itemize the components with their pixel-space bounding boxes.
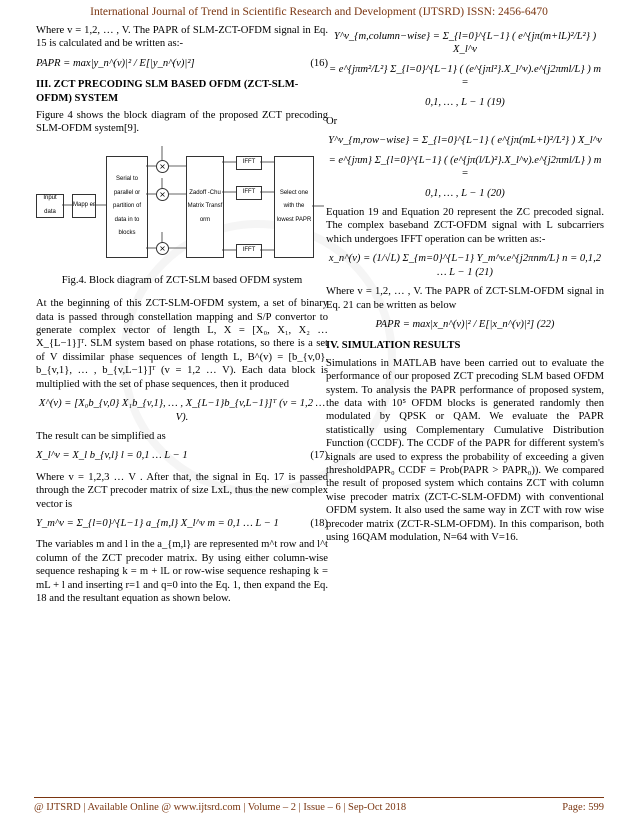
equation-20-line2: = e^{jπm} Σ_{l=0}^{L−1} ( (e^{jπ(l/L)²}.X_l^v).e^{j2πml/L} ) m = — [328, 154, 602, 180]
ifft-box: IFFT — [236, 244, 262, 258]
connector-lines — [36, 142, 324, 270]
page-footer — [34, 797, 604, 813]
equation-17 — [36, 449, 328, 462]
zadoff-chu-matrix-box: Zadoff -Chu Matrix Transf orm — [186, 156, 224, 258]
block-diagram — [36, 142, 324, 270]
equation-text: Y_m^v = Σ_{l=0}^{L−1} a_{m,l} X_l^v m = 0,1 … L − 1 — [36, 517, 279, 529]
section-heading: IV. SIMULATION RESULTS — [326, 340, 461, 352]
equation-text: X_l^v = X_l b_{v,l} l = 0,1 … L − 1 — [36, 450, 188, 462]
right-column — [326, 24, 604, 550]
equation-number: (17) — [310, 450, 328, 462]
mapper-box: Mapp er — [72, 194, 96, 218]
paragraph: At the beginning of this ZCT-SLM-OFDM system, a set of binary data is passed through constellation mapping and S/P convertor to generate complex vector of length L, X = [X₀, X₁, X₂ … X_{L−1}]ᵀ. SLM system based on phase rotations, so there is a set of V dissimilar phase sequences of length L, B^(v) = [b_{v,0}, b_{v,1}, … , b_{v,L−1}]ᵀ (v = 1,2 … V). Each data block is multiplied with the set of phase sequences, then it produced — [36, 298, 328, 390]
serial-to-parallel-box: Serial to parallel or partition of data in to blocks — [106, 156, 148, 258]
multiplier-icon: × — [156, 160, 169, 173]
equation-text: PAPR = max|y_n^(v)|² / E[|y_n^(v)|²] — [36, 57, 195, 69]
equation-19-line1: Y^v_{m,column−wise} = Σ_{l=0}^{L−1} ( e^{jπ(m+lL)²/L²} ) X_l^v — [333, 31, 597, 56]
footer-info: @ IJTSRD | Available Online @ www.ijtsrd.com | Volume – 2 | Issue – 6 | Sep-Oct 2018 — [34, 802, 407, 813]
journal-header: International Journal of Trend in Scientific Research and Development (IJTSRD) ISSN: 2456-6470 — [90, 6, 548, 18]
paragraph: Where v = 1,2,3 … V . After that, the signal in Eq. 17 is passed through the ZCT precoder matrix of size LxL, thus the new complex vector is — [36, 471, 328, 510]
equation-20-line1: Y^v_{m,row−wise} = Σ_{l=0}^{L−1} ( e^{jπ(mL+l)²/L²} ) X_l^v — [328, 135, 602, 147]
paragraph: The result can be simplified as — [36, 430, 166, 442]
equation-20-line3: 0,1, … , L − 1 (20) — [425, 187, 505, 199]
multiplier-icon: × — [156, 242, 169, 255]
equation-x: X^(v) = [X₀b_{v,0} X₁b_{v,1}, … , X_{L−1}b_{v,L−1}]ᵀ (v = 1,2 … V). — [38, 398, 326, 423]
equation-18 — [36, 517, 328, 530]
paragraph: Where v = 1,2, … , V. The PAPR of SLM-ZCT-OFDM signal in Eq. 15 is calculated and be written as:- — [36, 25, 328, 50]
paragraph: The variables m and l in the a_{m,l} are represented m^t row and l^t column of the ZCT precoder matrix. By using either column-wise sequence reshaping k = m + lL or row-wise sequence reshaping k = mL + l and inserting r=1 and q=0 into the Eq. 1, then expand the Eq. 18 and the resultant equation as shown below. — [36, 539, 328, 604]
paragraph: Where v = 1,2, … , V. The PAPR of ZCT-SLM-OFDM signal in Eq. 21 can be written as below — [326, 286, 604, 311]
equation-number: (18) — [310, 517, 328, 529]
equation-16 — [36, 57, 328, 70]
ifft-box: IFFT — [236, 186, 262, 200]
equation-21: x_n^(v) = (1/√L) Σ_{m=0}^{L−1} Y_m^v.e^{j2πnm/L} n = 0,1,2 … L − 1 (21) — [328, 253, 602, 278]
paragraph: Equation 19 and Equation 20 represent the ZC precoded signal. The complex baseband ZCT-OFDM signal with L subcarriers which undergoes IFFT operation can be written as:- — [326, 207, 604, 245]
figure-caption: Fig.4. Block diagram of ZCT-SLM based OFDM system — [61, 274, 303, 286]
select-lowest-papr-box: Select one with the lowest PAPR — [274, 156, 314, 258]
equation-number: (16) — [310, 57, 328, 69]
multiplier-icon: × — [156, 188, 169, 201]
page-number: Page: 599 — [562, 802, 604, 813]
input-data-box: Input data — [36, 194, 64, 218]
equation-19-line3: 0,1, … , L − 1 (19) — [425, 96, 505, 108]
ifft-box: IFFT — [236, 156, 262, 170]
section-heading: III. ZCT PRECODING SLM BASED OFDM (ZCT-SLM-OFDM) SYSTEM — [36, 79, 299, 104]
equation-22: PAPR = max|x_n^(v)|² / E[|x_n^(v)|²] (22) — [375, 318, 555, 330]
paragraph: Figure 4 shows the block diagram of the proposed ZCT precoding SLM-OFDM system[9]. — [36, 110, 328, 135]
left-column — [36, 24, 328, 611]
paragraph: Simulations in MATLAB have been carried out to evaluate the performance of our proposed ZCT precoding SLM based OFDM system. To analysis the PAPR performance of proposed system, the data with 10⁵ OFDM blocks is generated randomly then modulated by QPSK or QAM. We evaluate the PAPR statistically using Complementary Cumulative Distribution Function (CCDF). The CCDF of the PAPR for different system's signals are used to express the probability of exceeding a given thresholdPAPR₀ CCDF = Prob(PAPR > PAPR₀)). We compared the result of proposed system which contains ZCT with column wise precoder matrix (ZCT-C-SLM-OFDM) with conventional OFDM system. It also used the same way in ZCT with row wise precoder matrix (ZCT-R-SLM-OFDM). In this comparison, both using 16QAM modulation, N=64 with V=16. — [326, 357, 604, 543]
equation-19-line2: = e^{jπm²/L²} Σ_{l=0}^{L−1} ( (e^{jπl²}.X_l^v).e^{j2πml/L} ) m = — [328, 63, 602, 89]
or-text: Or — [326, 116, 338, 128]
